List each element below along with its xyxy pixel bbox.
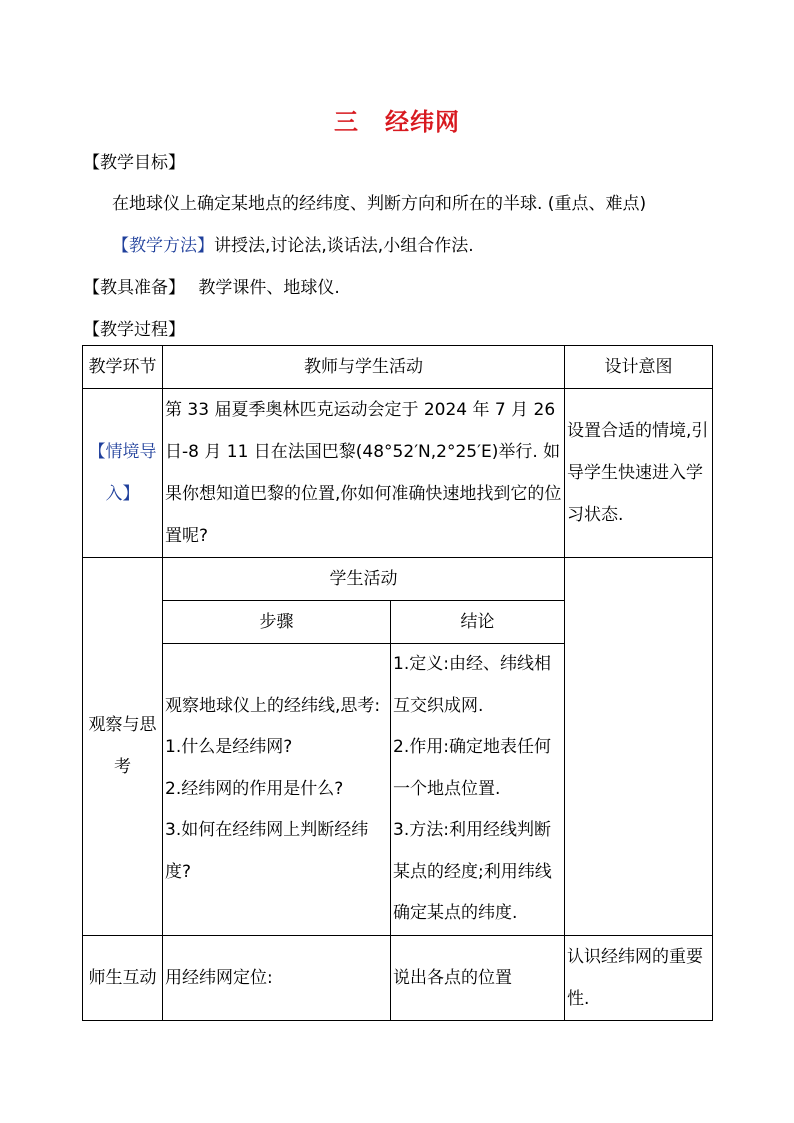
table-header-row [83, 346, 713, 389]
conclusion-item: 2.作用:确定地表任何一个地点位置. [393, 737, 551, 799]
tools-content: 教学课件、地球仪. [198, 278, 340, 298]
header-activity: 教师与学生活动 [163, 346, 565, 389]
activity-interact-right: 说出各点的位置 [391, 935, 565, 1020]
table-row [83, 558, 713, 601]
tools-heading: 【教具准备】 [83, 278, 185, 298]
methods-line [112, 231, 474, 256]
activity-intro: 第 33 届夏季奥林匹克运动会定于 2024 年 7 月 26 日-8 月 11 日在法国巴黎(48°52′N,2°25′E)举行. 如果你想知道巴黎的位置,你如何准确快速地找到它的位置呢? [163, 389, 565, 558]
activity-interact-left: 用经纬网定位: [163, 935, 391, 1020]
conclusion-cell [391, 644, 565, 936]
student-activity-title: 学生活动 [163, 558, 565, 601]
conclusion-item: 3.方法:利用经线判断某点的经度;利用纬线确定某点的纬度. [393, 820, 552, 923]
col-steps: 步骤 [163, 601, 391, 644]
process-heading: 【教学过程】 [83, 320, 185, 340]
objectives-content: 在地球仪上确定某地点的经纬度、判断方向和所在的半球. (重点、难点) [112, 194, 647, 214]
methods-content: 讲授法,讨论法,谈话法,小组合作法. [214, 236, 474, 256]
steps-cell [163, 644, 391, 936]
title-part-number: 三 [334, 108, 359, 136]
lesson-table [82, 345, 713, 1021]
header-intent: 设计意图 [565, 346, 713, 389]
step-item: 3.如何在经纬网上判断经纬度? [165, 820, 369, 882]
header-stage: 教学环节 [83, 346, 163, 389]
stage-interact: 师生互动 [83, 935, 163, 1020]
table-row [83, 389, 713, 558]
step-item: 1.什么是经纬网? [165, 737, 293, 757]
table-row [83, 935, 713, 1020]
intent-intro: 设置合适的情境,引导学生快速进入学习状态. [565, 389, 713, 558]
methods-heading: 【教学方法】 [112, 236, 214, 256]
conclusion-item: 1.定义:由经、纬线相互交织成网. [393, 654, 551, 716]
tools-line [83, 273, 340, 298]
intent-observe [565, 558, 713, 936]
objectives-heading: 【教学目标】 [83, 153, 185, 173]
intent-interact: 认识经纬网的重要性. [565, 935, 713, 1020]
title-part-name: 经纬网 [385, 108, 460, 136]
col-conclusion: 结论 [391, 601, 565, 644]
step-item: 2.经纬网的作用是什么? [165, 778, 344, 799]
stage-observe: 观察与思考 [83, 558, 163, 936]
step-item: 观察地球仪上的经纬线,思考: [165, 695, 381, 716]
page-title [0, 102, 794, 137]
stage-intro: 【情境导入】 [83, 389, 163, 558]
